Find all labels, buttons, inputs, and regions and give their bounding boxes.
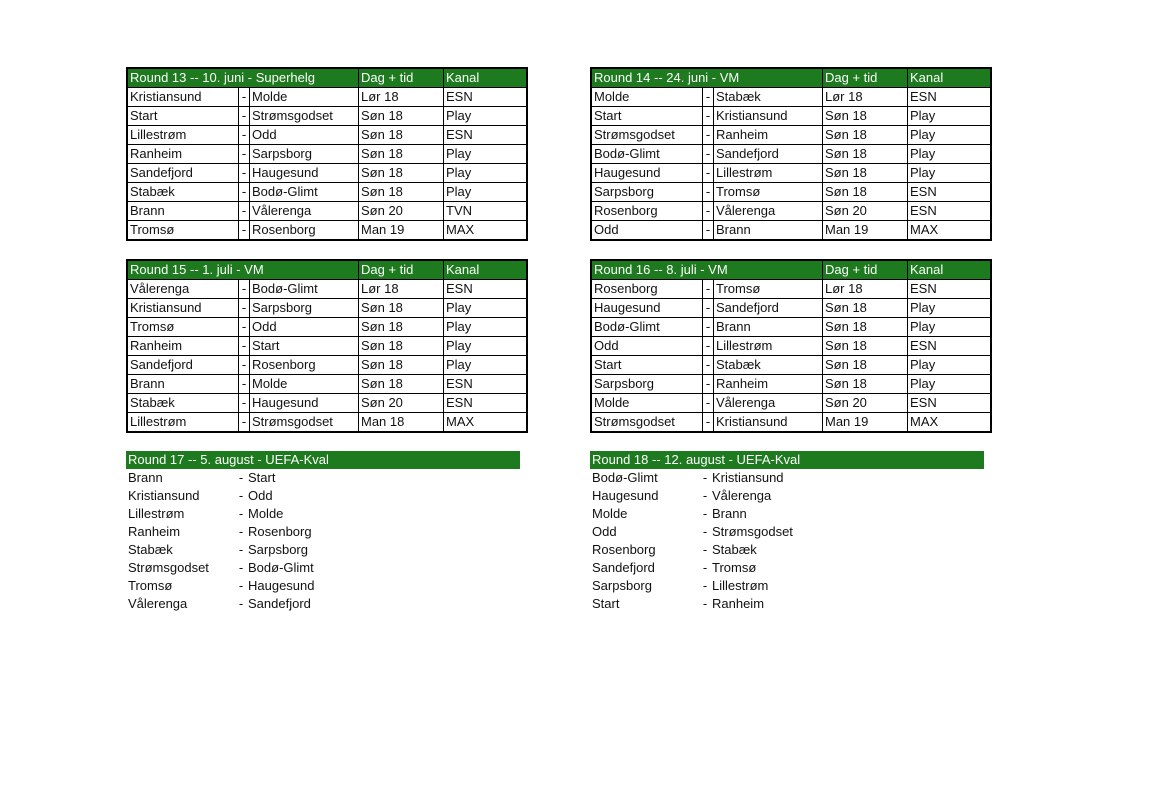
match-time: Lør 18 [823,280,908,299]
separator: - [703,356,714,375]
home-team: Sarpsborg [591,183,703,202]
table-row [127,164,527,183]
tv-channel: ESN [908,394,992,413]
table-row [127,126,527,145]
round-title: Round 17 -- 5. august - UEFA-Kval [126,451,354,469]
table-row [127,88,527,107]
home-team: Start [591,356,703,375]
table-row [591,375,991,394]
home-team: Molde [591,394,703,413]
away-team: Tromsø [714,280,823,299]
match-time: Søn 18 [823,107,908,126]
table-row [590,559,984,577]
separator: - [239,221,250,241]
away-team: Tromsø [712,560,757,575]
home-team: Odd [592,524,617,539]
away-team: Strømsgodset [250,107,359,126]
tv-channel: ESN [444,280,528,299]
match-time: Søn 18 [359,318,444,337]
col-header-time: Dag + tid [359,260,444,280]
table-row [127,299,527,318]
tv-channel: Play [908,126,992,145]
match-time: Søn 18 [359,126,444,145]
away-team: Sarpsborg [248,542,308,557]
home-team: Haugesund [591,299,703,318]
separator: - [239,394,250,413]
tv-channel: MAX [908,413,992,433]
away-team: Tromsø [714,183,823,202]
table-row [591,88,991,107]
away-team: Vålerenga [712,488,772,503]
home-team: Odd [591,221,703,241]
away-team: Ranheim [714,126,823,145]
home-team: Stabæk [128,542,173,557]
tv-channel: ESN [908,88,992,107]
away-team: Bodø-Glimt [250,280,359,299]
table-row [591,337,991,356]
home-team: Rosenborg [592,542,656,557]
col-header-time: Dag + tid [359,68,444,88]
header-fill [438,451,520,469]
home-team: Vålerenga [127,280,239,299]
away-team: Odd [248,488,273,503]
match-time: Søn 18 [359,107,444,126]
table-row [126,541,520,559]
separator: - [703,318,714,337]
away-team: Vålerenga [714,202,823,221]
round-header [591,68,991,88]
round-13-table [126,67,528,241]
home-team: Lillestrøm [127,413,239,433]
separator: - [702,578,708,593]
tv-channel: ESN [908,337,992,356]
away-team: Ranheim [712,596,765,611]
tv-channel: Play [444,299,528,318]
home-team: Kristiansund [127,299,239,318]
table-row [591,280,991,299]
separator: - [702,542,708,557]
round-16-table [590,259,992,433]
home-team: Lillestrøm [128,506,185,521]
home-team: Odd [591,337,703,356]
table-row [591,221,991,241]
home-team: Start [591,107,703,126]
round-title: Round 13 -- 10. juni - Superhelg [127,68,359,88]
home-team: Ranheim [127,145,239,164]
table-row [127,145,527,164]
separator: - [239,299,250,318]
home-team: Molde [592,506,628,521]
tv-channel: Play [908,107,992,126]
away-team: Rosenborg [250,221,359,241]
match-time: Søn 18 [823,126,908,145]
separator: - [703,394,714,413]
away-team: Stabæk [712,542,757,557]
round-18-block [590,451,984,613]
tv-channel: Play [444,356,528,375]
match-time: Man 19 [823,413,908,433]
round-title: Round 15 -- 1. juli - VM [127,260,359,280]
match-time: Søn 20 [823,394,908,413]
separator: - [239,280,250,299]
tv-channel: ESN [444,375,528,394]
away-team: Lillestrøm [714,164,823,183]
tv-channel: TVN [444,202,528,221]
match-time: Søn 18 [823,318,908,337]
table-row [591,394,991,413]
tv-channel: Play [908,299,992,318]
home-team: Haugesund [592,488,659,503]
home-team: Bodø-Glimt [592,470,658,485]
header-fill [354,451,438,469]
home-team: Kristiansund [127,88,239,107]
tv-channel: Play [908,356,992,375]
match-time: Lør 18 [823,88,908,107]
col-header-channel: Kanal [908,68,992,88]
col-header-channel: Kanal [444,68,528,88]
table-row [590,595,984,613]
match-time: Søn 18 [823,337,908,356]
home-team: Bodø-Glimt [591,318,703,337]
separator: - [239,107,250,126]
home-team: Ranheim [127,337,239,356]
home-team: Haugesund [591,164,703,183]
separator: - [239,183,250,202]
separator: - [239,356,250,375]
table-row [590,487,984,505]
home-team: Tromsø [127,221,239,241]
table-row [591,107,991,126]
tv-channel: Play [444,107,528,126]
match-time: Søn 20 [359,202,444,221]
away-team: Brann [714,318,823,337]
table-row [590,523,984,541]
table-row [127,356,527,375]
round-header [127,260,527,280]
separator: - [239,145,250,164]
match-time: Søn 20 [359,394,444,413]
separator: - [703,164,714,183]
match-time: Søn 18 [359,337,444,356]
round-header [127,68,527,88]
table-row [590,541,984,559]
table-row [591,356,991,375]
table-row [127,413,527,433]
away-team: Stabæk [714,356,823,375]
home-team: Stabæk [127,394,239,413]
tv-channel: ESN [908,280,992,299]
round-header [591,260,991,280]
separator: - [238,524,244,539]
home-team: Rosenborg [591,280,703,299]
match-time: Søn 18 [823,375,908,394]
home-team: Tromsø [127,318,239,337]
match-time: Man 19 [359,221,444,241]
home-team: Stabæk [127,183,239,202]
table-row [591,413,991,433]
tv-channel: Play [908,375,992,394]
separator: - [702,488,708,503]
away-team: Bodø-Glimt [250,183,359,202]
away-team: Brann [712,506,747,521]
away-team: Haugesund [248,578,315,593]
table-row [127,394,527,413]
table-row [591,164,991,183]
table-row [591,299,991,318]
home-team: Kristiansund [128,488,200,503]
away-team: Rosenborg [248,524,312,539]
tv-channel: Play [908,164,992,183]
separator: - [238,596,244,611]
away-team: Strømsgodset [712,524,793,539]
separator: - [702,560,708,575]
separator: - [703,337,714,356]
home-team: Bodø-Glimt [591,145,703,164]
separator: - [238,488,244,503]
tv-channel: Play [444,183,528,202]
tv-channel: Play [444,318,528,337]
separator: - [703,88,714,107]
away-team: Sandefjord [714,299,823,318]
tv-channel: ESN [908,183,992,202]
tv-channel: Play [908,318,992,337]
separator: - [239,88,250,107]
home-team: Lillestrøm [127,126,239,145]
table-row [591,126,991,145]
away-team: Ranheim [714,375,823,394]
table-row [127,318,527,337]
tv-channel: Play [444,145,528,164]
round-17-table [126,451,520,613]
match-time: Søn 18 [359,145,444,164]
table-row [126,505,520,523]
table-row [127,202,527,221]
tv-channel: ESN [444,88,528,107]
away-team: Vålerenga [250,202,359,221]
match-time: Søn 18 [823,164,908,183]
tv-channel: MAX [444,413,528,433]
home-team: Strømsgodset [128,560,209,575]
round-17-block [126,451,520,613]
match-time: Søn 18 [823,356,908,375]
match-time: Søn 18 [359,356,444,375]
away-team: Haugesund [250,164,359,183]
round-header [126,451,520,469]
away-team: Molde [250,375,359,394]
separator: - [239,202,250,221]
tv-channel: ESN [908,202,992,221]
match-time: Lør 18 [359,280,444,299]
separator: - [238,506,244,521]
tv-channel: Play [908,145,992,164]
round-title: Round 18 -- 12. august - UEFA-Kval [590,451,818,469]
table-row [127,221,527,241]
table-row [591,145,991,164]
away-team: Odd [250,126,359,145]
away-team: Sarpsborg [250,299,359,318]
separator: - [703,183,714,202]
table-row [127,280,527,299]
separator: - [703,126,714,145]
away-team: Kristiansund [714,107,823,126]
away-team: Lillestrøm [712,578,769,593]
separator: - [238,542,244,557]
table-row [126,559,520,577]
round-15-table [126,259,528,433]
separator: - [239,126,250,145]
separator: - [238,470,244,485]
home-team: Brann [128,470,163,485]
home-team: Vålerenga [128,596,188,611]
away-team: Kristiansund [714,413,823,433]
separator: - [702,506,708,521]
away-team: Rosenborg [250,356,359,375]
col-header-channel: Kanal [444,260,528,280]
table-row [591,318,991,337]
table-row [127,107,527,126]
away-team: Lillestrøm [714,337,823,356]
table-row [127,183,527,202]
separator: - [703,375,714,394]
away-team: Odd [250,318,359,337]
separator: - [239,164,250,183]
home-team: Sandefjord [592,560,655,575]
tv-channel: MAX [444,221,528,241]
round-title: Round 16 -- 8. juli - VM [591,260,823,280]
home-team: Sarpsborg [592,578,652,593]
match-time: Søn 18 [359,183,444,202]
table-row [126,487,520,505]
separator: - [702,470,708,485]
separator: - [239,318,250,337]
home-team: Sarpsborg [591,375,703,394]
table-row [127,337,527,356]
match-time: Man 18 [359,413,444,433]
header-fill [902,451,984,469]
home-team: Brann [127,202,239,221]
separator: - [703,107,714,126]
col-header-channel: Kanal [908,260,992,280]
match-time: Søn 18 [823,183,908,202]
match-time: Søn 18 [359,164,444,183]
separator: - [238,560,244,575]
match-time: Søn 18 [823,145,908,164]
table-row [590,505,984,523]
match-time: Søn 18 [823,299,908,318]
table-row [590,469,984,487]
table-row [591,183,991,202]
away-team: Molde [250,88,359,107]
home-team: Strømsgodset [591,126,703,145]
away-team: Kristiansund [712,470,784,485]
home-team: Molde [591,88,703,107]
tv-channel: MAX [908,221,992,241]
separator: - [703,145,714,164]
match-time: Lør 18 [359,88,444,107]
tv-channel: ESN [444,126,528,145]
away-team: Haugesund [250,394,359,413]
home-team: Brann [127,375,239,394]
col-header-time: Dag + tid [823,260,908,280]
round-title: Round 14 -- 24. juni - VM [591,68,823,88]
separator: - [239,337,250,356]
table-row [590,577,984,595]
round-header [590,451,984,469]
away-team: Start [248,470,276,485]
home-team: Start [592,596,620,611]
tv-channel: Play [444,164,528,183]
away-team: Brann [714,221,823,241]
away-team: Vålerenga [714,394,823,413]
table-row [127,375,527,394]
home-team: Tromsø [128,578,173,593]
separator: - [703,413,714,433]
away-team: Sandefjord [248,596,311,611]
away-team: Strømsgodset [250,413,359,433]
match-time: Man 19 [823,221,908,241]
away-team: Sarpsborg [250,145,359,164]
separator: - [703,221,714,241]
home-team: Sandefjord [127,164,239,183]
away-team: Start [250,337,359,356]
away-team: Sandefjord [714,145,823,164]
round-14-block [590,67,992,241]
header-fill [818,451,902,469]
table-row [591,202,991,221]
match-time: Søn 20 [823,202,908,221]
table-row [126,595,520,613]
tv-channel: Play [444,337,528,356]
away-team: Molde [248,506,284,521]
home-team: Rosenborg [591,202,703,221]
separator: - [702,524,708,539]
round-18-table [590,451,984,613]
round-14-table [590,67,992,241]
table-row [126,469,520,487]
round-16-block [590,259,992,433]
home-team: Start [127,107,239,126]
tv-channel: ESN [444,394,528,413]
separator: - [239,375,250,394]
table-row [126,577,520,595]
separator: - [703,202,714,221]
separator: - [702,596,708,611]
away-team: Stabæk [714,88,823,107]
round-13-block [126,67,528,241]
match-time: Søn 18 [359,299,444,318]
away-team: Bodø-Glimt [248,560,314,575]
match-time: Søn 18 [359,375,444,394]
round-15-block [126,259,528,433]
separator: - [703,299,714,318]
col-header-time: Dag + tid [823,68,908,88]
home-team: Ranheim [128,524,181,539]
separator: - [238,578,244,593]
separator: - [703,280,714,299]
home-team: Strømsgodset [591,413,703,433]
separator: - [239,413,250,433]
home-team: Sandefjord [127,356,239,375]
table-row [126,523,520,541]
